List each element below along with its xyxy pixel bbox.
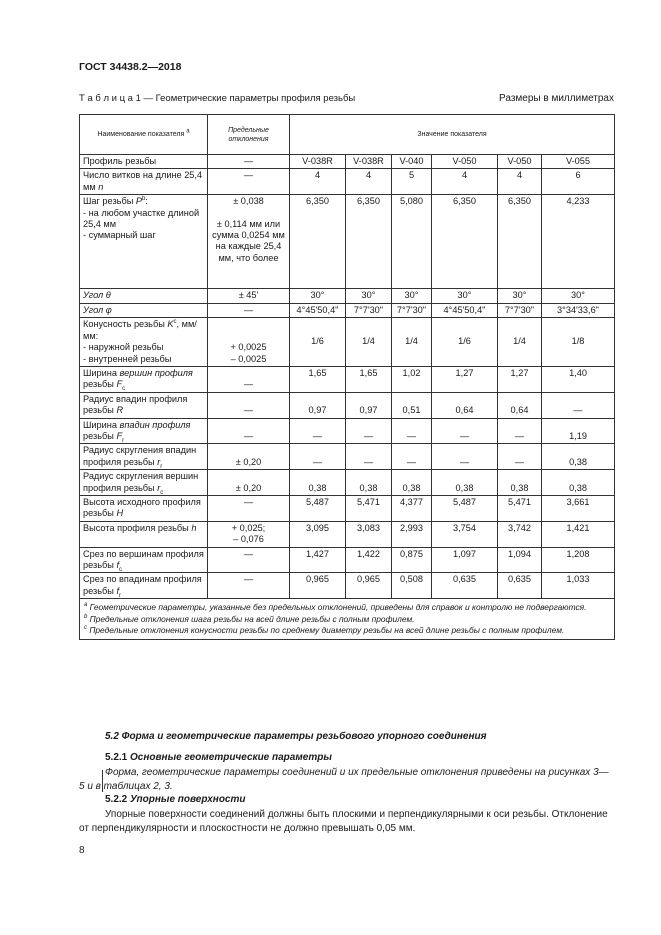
table-row: Профиль резьбы — V-038R V-038R V-040 V-050 V-050 V-055 xyxy=(80,155,615,169)
table-row: Число витков на длине 25,4 мм n — 4 4 5 4 4 6 xyxy=(80,169,615,195)
table-row: Конусность резьбы $K^c$, мм/мм: - наружной резьбы - внутренней резьбы + 0,0025 – 0,0025 1/6 1/4 1/4 1/6 1/4 1/8 xyxy=(80,318,615,367)
th-value: Значение показателя xyxy=(290,115,615,155)
table-row: Ширина впадин профиля резьбы $F_r$ — — — — — — 1,19 xyxy=(80,418,615,444)
section-5-2-heading: 5.2 Форма и геометрические параметры резьбового упорного соединения xyxy=(105,731,487,742)
table-row: Радиус скругления вершин профиля резьбы $r_c$ ± 0,20 0,38 0,38 0,38 0,38 0,38 0,38 xyxy=(80,470,615,496)
section-5-2-1-text: Форма, геометрические параметры соединений и их предельные отклонения приведены на рисунках 3—5 и в таблицах 2, 3. xyxy=(79,767,609,792)
document-header: ГОСТ 34438.2—2018 xyxy=(79,61,182,73)
footnote-b: $^b$ Предельные отклонения шага резьбы на всей длине резьбы с полным профилем. xyxy=(84,613,415,624)
th-name: Наименование показателя $^а$ xyxy=(80,115,208,155)
page-number: 8 xyxy=(79,845,85,856)
table-row: Радиус впадин профиля резьбы R — 0,97 0,97 0,51 0,64 0,64 — xyxy=(80,392,615,418)
units-caption: Размеры в миллиметрах xyxy=(499,93,614,104)
section-5-2-2-heading: 5.2.2 Упорные поверхности xyxy=(105,794,246,805)
table-footnotes-row xyxy=(80,599,615,640)
table-row: Угол φ — 4°45'50,4" 7°7'30" 7°7'30" 4°45'50,4" 7°7'30" 3°34'33,6" xyxy=(80,303,615,317)
table-row: Шаг резьбы $P^b$: - на любом участке длиной 25,4 мм - суммарный шаг ± 0,038 ± 0,114 мм или сумма 0,0254 мм на каждые 25,4 мм, что более 6,350 6,350 5,080 6,350 6,350 4,233 xyxy=(80,195,615,289)
table-row: Высота профиля резьбы h + 0,025; – 0,076 3,095 3,083 2,993 3,754 3,742 1,421 xyxy=(80,521,615,547)
thread-profile-table xyxy=(79,114,615,640)
table-row: Срез по впадинам профиля резьбы $f_r$ — 0,965 0,965 0,508 0,635 0,635 1,033 xyxy=(80,573,615,599)
footnote-c: $^с$ Предельные отклонения конусности резьбы по среднему диаметру резьбы на всей длине резьбы с полным профилем. xyxy=(84,625,565,636)
table-header-row xyxy=(80,115,615,155)
footnote-a: $^а$ Геометрические параметры, указанные без предельных отклонений, приведены для справок и контролю не подвергаются. xyxy=(84,602,587,613)
table-caption: Т а б л и ц а 1 — Геометрические параметры профиля резьбы xyxy=(79,93,356,104)
table-row: Угол θ ± 45' 30° 30° 30° 30° 30° 30° xyxy=(80,289,615,303)
table-row: Ширина вершин профиля резьбы $F_c$ — 1,65 1,65 1,02 1,27 1,27 1,40 xyxy=(80,366,615,392)
section-5-2-2-text: Упорные поверхности соединений должны быть плоскими и перпендикулярными к оси резьбы. Отклонение от перпендикулярности и плоскостности не должно превышать 0,05 мм. xyxy=(79,809,608,834)
table-row: Высота исходного профиля резьбы H — 5,487 5,471 4,377 5,487 5,471 3,661 xyxy=(80,495,615,521)
section-5-2-1-heading: 5.2.1 Основные геометрические параметры xyxy=(105,752,332,763)
th-deviation: Предельные отклонения xyxy=(208,115,290,155)
table-row: Радиус скругления впадин профиля резьбы $r_r$ ± 0,20 — — — — — 0,38 xyxy=(80,444,615,470)
table-row: Срез по вершинам профиля резьбы $f_c$ — 1,427 1,422 0,875 1,097 1,094 1,208 xyxy=(80,547,615,573)
